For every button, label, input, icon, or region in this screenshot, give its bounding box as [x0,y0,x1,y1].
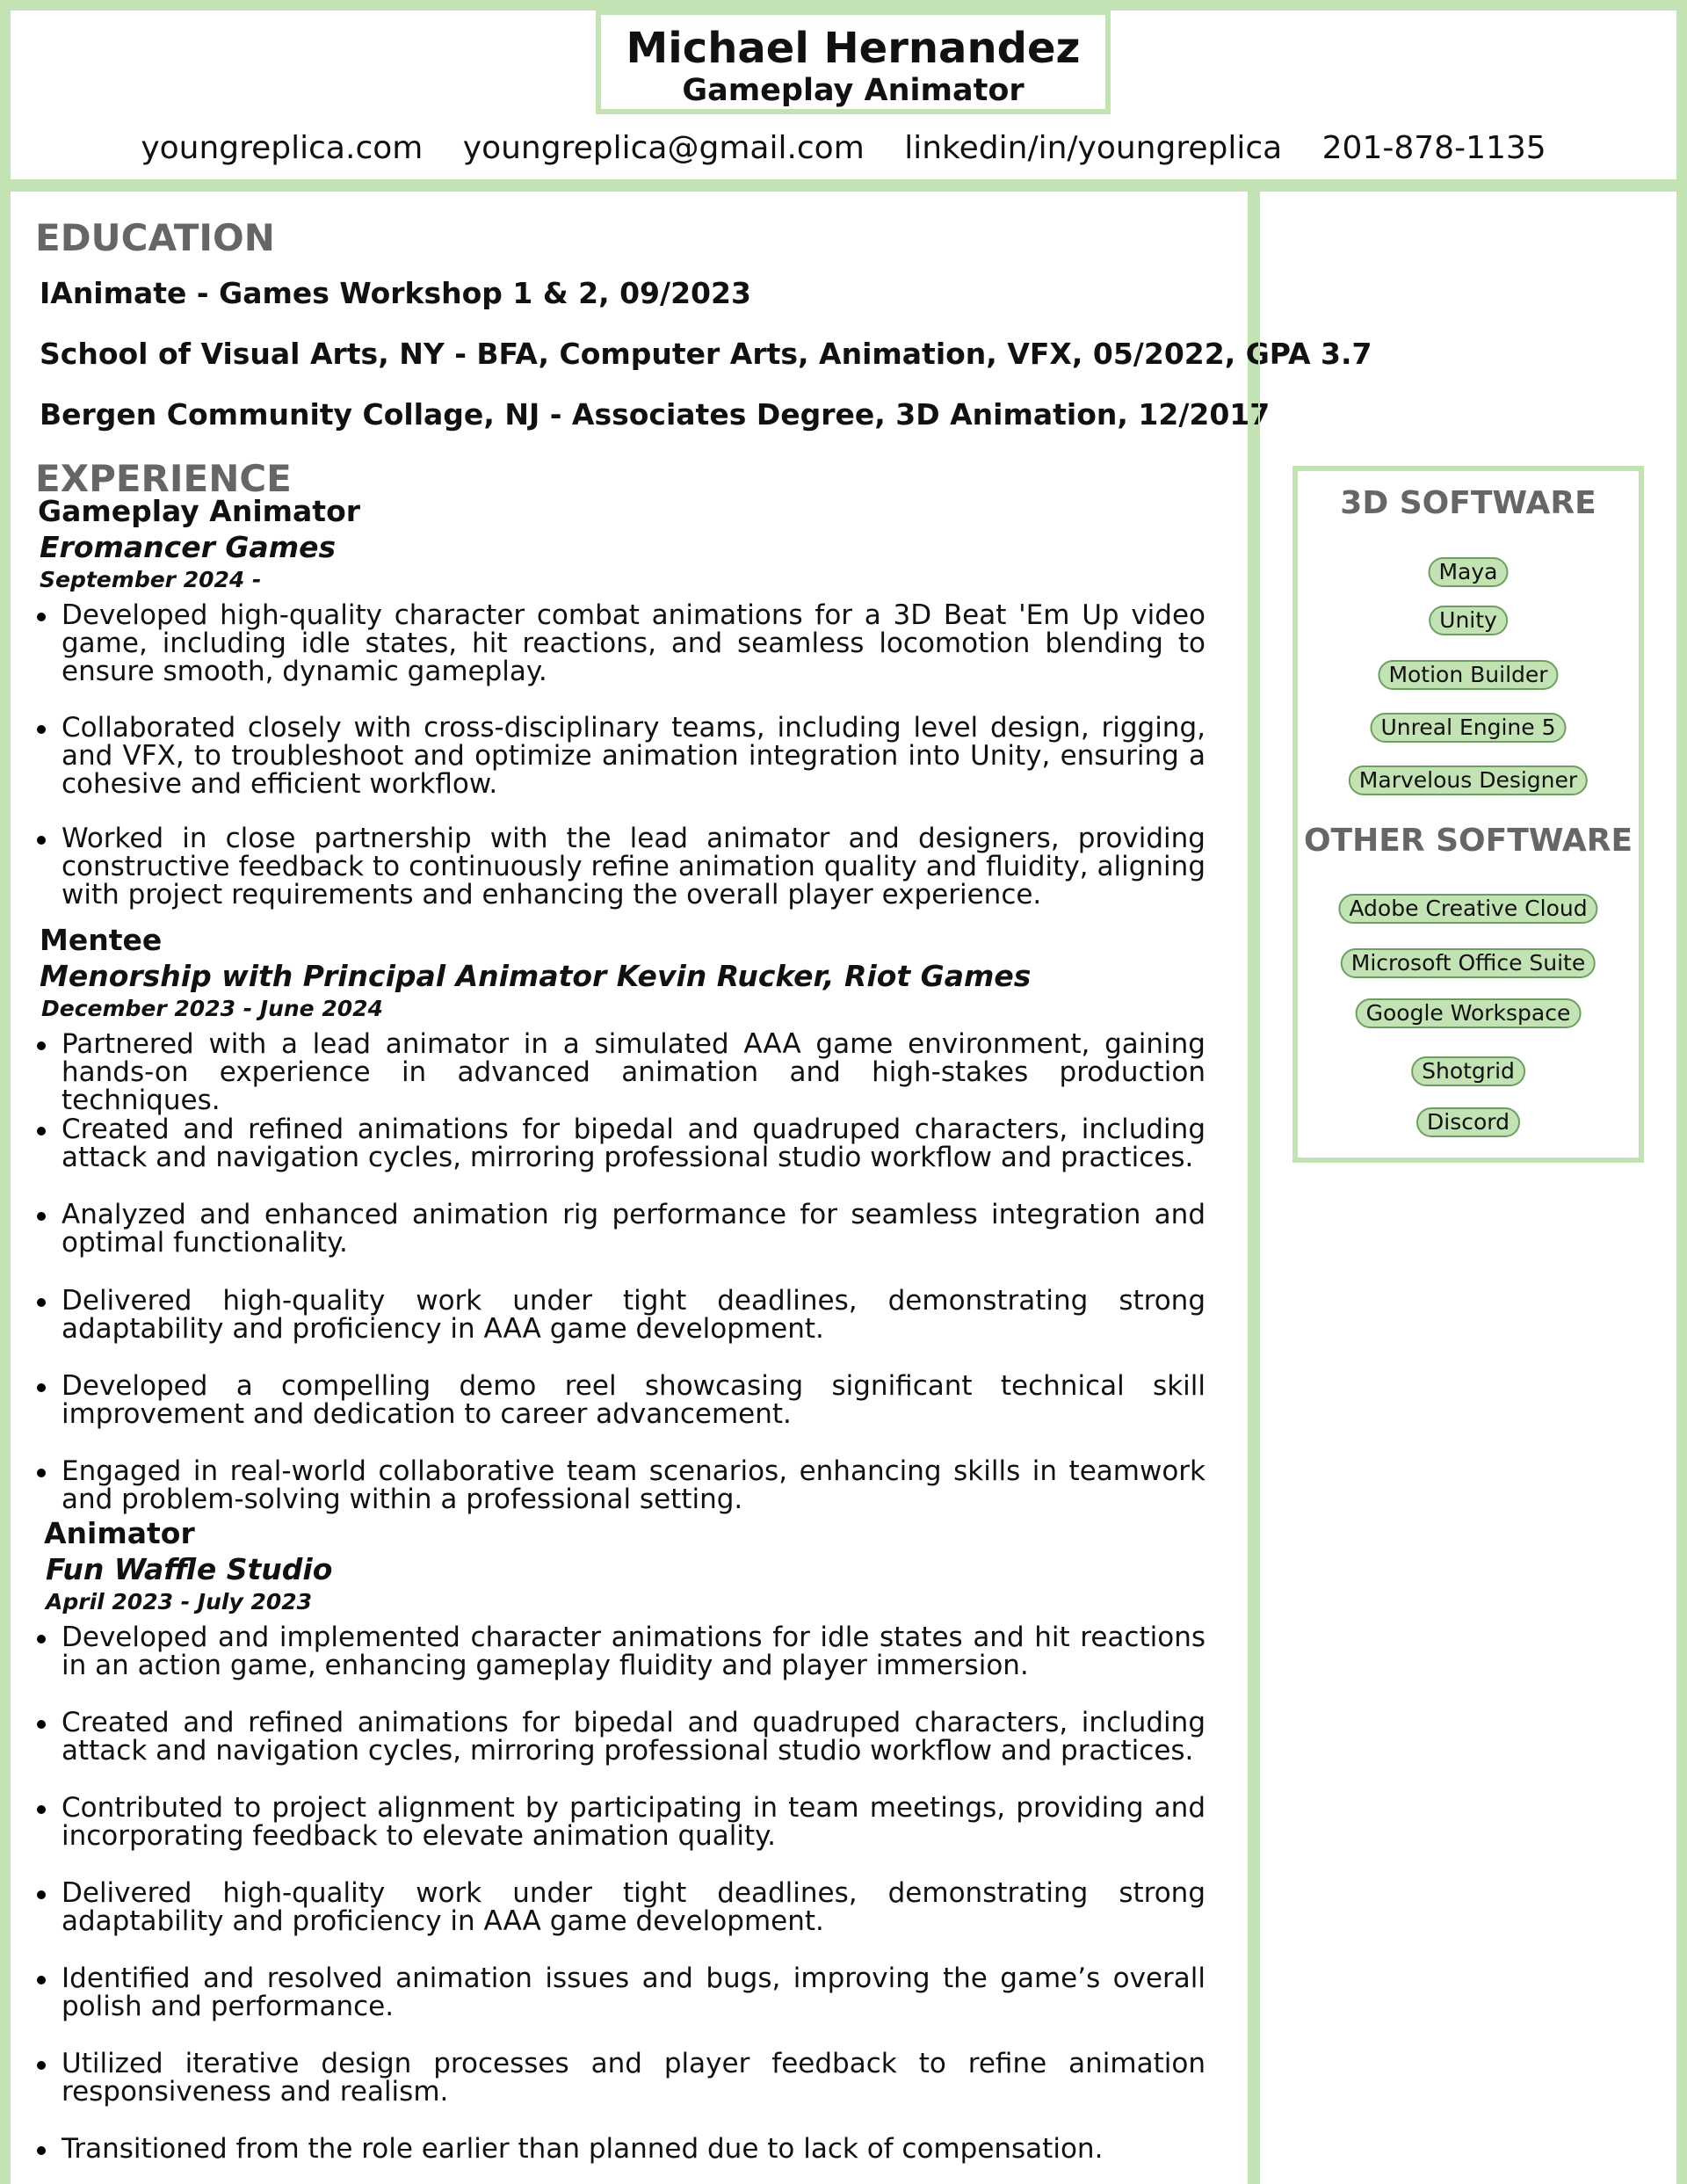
job-company: Fun Waffle Studio [46,1552,333,1586]
job-bullet: Created and refined animations for bipedal and quadruped characters, including attack and navigation cycles, mirroring professional studio workflow and practices. [33,1115,1206,1172]
education-entry: Bergen Community Collage, NJ - Associates Degree, 3D Animation, 12/2017 [40,397,1271,432]
job-bullet: Engaged in real-world collaborative team scenarios, enhancing skills in teamwork and problem-solving within a professional setting. [33,1457,1206,1513]
software-tag: Unity [1429,606,1508,635]
software-tag: Shotgrid [1411,1056,1525,1086]
software-tag: Google Workspace [1356,998,1582,1028]
phone-number: 201-878-1135 [1321,130,1546,166]
job-company: Eromancer Games [40,530,337,564]
job-bullet: Created and refined animations for bipedal and quadruped characters, including attack and navigation cycles, mirroring professional studio workflow and practices. [33,1709,1206,1765]
job-bullet: Delivered high-quality work under tight deadlines, demonstrating strong adaptability and proficiency in AAA game development. [33,1879,1206,1935]
other-software-heading: OTHER SOFTWARE [1303,823,1633,859]
job-bullet: Transitioned from the role earlier than planned due to lack of compensation. [33,2135,1206,2163]
3d-software-heading: 3D SOFTWARE [1340,485,1596,521]
job-bullet: Worked in close partnership with the lead animator and designers, providing constructive feedback to continuously refine animation quality and fluidity, aligning with project requirements and enhancing the overall player experience. [33,824,1206,909]
job-title: Animator [44,1516,195,1550]
experience-heading: EXPERIENCE [35,457,292,500]
job-dates: September 2024 - [40,567,262,592]
job-bullet: Identified and resolved animation issues and bugs, improving the game’s overall polish and performance. [33,1964,1206,2021]
candidate-role: Gameplay Animator [682,73,1025,108]
name-box [596,10,1111,114]
job-dates: April 2023 - July 2023 [46,1589,313,1614]
job-title: Gameplay Animator [38,494,361,528]
software-panel [1292,466,1644,1163]
education-entry: School of Visual Arts, NY - BFA, Computer Arts, Animation, VFX, 05/2022, GPA 3.7 [40,337,1372,371]
job-bullet: Partnered with a lead animator in a simulated AAA game environment, gaining hands-on experience in advanced animation and high-stakes production techniques. [33,1030,1206,1114]
job-bullet: Utilized iterative design processes and player feedback to refine animation responsiveness and realism. [33,2050,1206,2106]
candidate-name: Michael Hernandez [626,24,1081,73]
software-tag: Adobe Creative Cloud [1338,894,1597,924]
linkedin-link[interactable]: linkedin/in/youngreplica [904,130,1283,166]
job-dates: December 2023 - June 2024 [41,996,383,1021]
software-tag: Discord [1416,1107,1520,1137]
website-link[interactable]: youngreplica.com [141,130,424,166]
job-bullet: Analyzed and enhanced animation rig performance for seamless integration and optimal functionality. [33,1201,1206,1257]
main-column [0,192,1372,2184]
job-bullet: Contributed to project alignment by participating in team meetings, providing and incorporating feedback to elevate animation quality. [33,1794,1206,1850]
job-company: Menorship with Principal Animator Kevin Rucker, Riot Games [40,959,1032,993]
job-bullet: Collaborated closely with cross-disciplinary teams, including level design, rigging, and VFX, to troubleshoot and optimize animation integration into Unity, ensuring a cohesive and efficient workflow. [33,714,1206,798]
job-bullet: Delivered high-quality work under tight deadlines, demonstrating strong adaptability and proficiency in AAA game development. [33,1287,1206,1343]
job-title: Mentee [40,923,163,957]
contact-line [0,130,1687,166]
education-entry: IAnimate - Games Workshop 1 & 2, 09/2023 [40,276,751,310]
software-tag: Microsoft Office Suite [1341,948,1596,978]
software-tag: Maya [1428,557,1508,587]
education-heading: EDUCATION [35,216,275,259]
job-bullet: Developed and implemented character animations for idle states and hit reactions in an action game, enhancing gameplay fluidity and player immersion. [33,1623,1206,1680]
software-tag: Unreal Engine 5 [1371,713,1567,743]
job-bullet: Developed a compelling demo reel showcasing significant technical skill improvement and dedication to career advancement. [33,1372,1206,1428]
software-tag: Marvelous Designer [1349,765,1588,795]
email-link[interactable]: youngreplica@gmail.com [462,130,865,166]
job-bullet: Developed high-quality character combat animations for a 3D Beat 'Em Up video game, including idle states, hit reactions, and seamless locomotion blending to ensure smooth, dynamic gameplay. [33,601,1206,686]
software-tag: Motion Builder [1378,660,1558,690]
